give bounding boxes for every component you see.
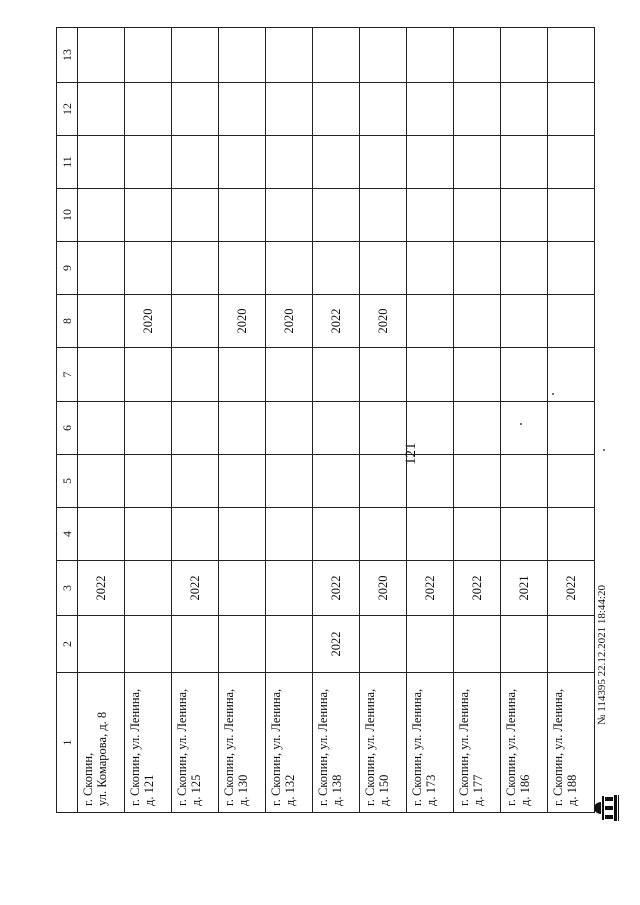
year-cell (501, 189, 548, 242)
year-cell (407, 616, 454, 673)
year-cell (78, 242, 125, 295)
table-row (454, 28, 501, 813)
year-cell (407, 83, 454, 136)
year-cell (501, 83, 548, 136)
year-cell (454, 189, 501, 242)
year-cell (313, 189, 360, 242)
year-cell (454, 402, 501, 455)
year-cell (407, 295, 454, 348)
year-cell (125, 83, 172, 136)
year-cell (219, 616, 266, 673)
year-cell (219, 28, 266, 83)
year-cell (407, 508, 454, 561)
column-header: 9 (57, 242, 78, 295)
table-row (407, 28, 454, 813)
year-cell (548, 348, 595, 402)
speck (552, 393, 554, 395)
year-cell (78, 136, 125, 189)
year-cell (454, 508, 501, 561)
address-cell: г. Скопин, ул. Ленина, д. 138 (313, 673, 360, 813)
year-cell (219, 136, 266, 189)
column-header: 8 (57, 295, 78, 348)
year-cell (501, 455, 548, 508)
year-cell: 2020 (360, 295, 407, 348)
year-cell (78, 189, 125, 242)
year-cell (548, 28, 595, 83)
address-cell: г. Скопин, ул. Ленина, д. 132 (266, 673, 313, 813)
year-cell (313, 136, 360, 189)
year-cell (125, 189, 172, 242)
year-cell (454, 242, 501, 295)
year-cell (78, 402, 125, 455)
table-row (501, 28, 548, 813)
year-cell (313, 348, 360, 402)
year-cell (313, 402, 360, 455)
year-cell (360, 28, 407, 83)
year-cell (266, 242, 313, 295)
registration-number: № 114395 22.12.2021 18:44:20 (596, 585, 608, 725)
table-row (548, 28, 595, 813)
column-header: 2 (57, 616, 78, 673)
year-cell (125, 402, 172, 455)
year-cell (548, 242, 595, 295)
speck (520, 423, 522, 425)
year-cell (172, 402, 219, 455)
year-cell (501, 348, 548, 402)
year-cell (360, 508, 407, 561)
year-cell (360, 616, 407, 673)
year-cell: 2022 (407, 561, 454, 616)
table-row (313, 28, 360, 813)
year-cell (266, 189, 313, 242)
year-cell (125, 616, 172, 673)
year-cell (501, 616, 548, 673)
year-cell (219, 348, 266, 402)
address-cell: г. Скопин, ул. Ленина, д. 130 (219, 673, 266, 813)
year-cell (78, 508, 125, 561)
column-header: 3 (57, 561, 78, 616)
year-cell (78, 295, 125, 348)
year-cell (360, 83, 407, 136)
column-header: 12 (57, 83, 78, 136)
year-cell (219, 189, 266, 242)
year-cell (407, 28, 454, 83)
year-cell (266, 402, 313, 455)
year-cell (125, 561, 172, 616)
table-row (172, 28, 219, 813)
year-cell (78, 28, 125, 83)
year-cell (360, 189, 407, 242)
year-cell (219, 242, 266, 295)
year-cell (219, 508, 266, 561)
year-cell (501, 295, 548, 348)
address-cell: г. Скопин, ул. Ленина, д. 177 (454, 673, 501, 813)
year-cell (548, 295, 595, 348)
address-cell: г. Скопин, ул. Ленина, д. 173 (407, 673, 454, 813)
address-cell: г. Скопин, ул. Комарова, д. 8 (78, 673, 125, 813)
year-cell (266, 616, 313, 673)
table-row (219, 28, 266, 813)
year-cell (360, 242, 407, 295)
year-cell (407, 189, 454, 242)
year-cell (172, 508, 219, 561)
year-cell: 2021 (501, 561, 548, 616)
year-cell (172, 189, 219, 242)
address-cell: г. Скопин, ул. Ленина, д. 150 (360, 673, 407, 813)
year-cell (125, 348, 172, 402)
year-cell (266, 136, 313, 189)
year-cell (454, 295, 501, 348)
year-cell: 2020 (360, 561, 407, 616)
year-cell (454, 616, 501, 673)
year-cell (125, 455, 172, 508)
data-table (56, 27, 595, 813)
year-cell (407, 242, 454, 295)
year-cell (172, 28, 219, 83)
year-cell: 2020 (125, 295, 172, 348)
year-cell (360, 348, 407, 402)
column-header: 4 (57, 508, 78, 561)
table-row (125, 28, 172, 813)
year-cell (454, 348, 501, 402)
year-cell (501, 136, 548, 189)
year-cell (407, 455, 454, 508)
year-cell (454, 83, 501, 136)
year-cell (407, 402, 454, 455)
year-cell (548, 508, 595, 561)
year-cell (172, 616, 219, 673)
year-cell (360, 455, 407, 508)
year-cell (172, 136, 219, 189)
year-cell (78, 348, 125, 402)
year-cell (78, 616, 125, 673)
year-cell: 2022 (313, 616, 360, 673)
year-cell (219, 83, 266, 136)
year-cell (219, 402, 266, 455)
year-cell (125, 28, 172, 83)
column-header: 11 (57, 136, 78, 189)
address-cell: г. Скопин, ул. Ленина, д. 188 (548, 673, 595, 813)
year-cell (78, 455, 125, 508)
year-cell (219, 561, 266, 616)
year-cell (454, 455, 501, 508)
year-cell (548, 136, 595, 189)
year-cell (313, 83, 360, 136)
year-cell (313, 242, 360, 295)
year-cell (172, 83, 219, 136)
year-cell (501, 28, 548, 83)
year-cell (548, 616, 595, 673)
year-cell (266, 28, 313, 83)
year-cell (548, 455, 595, 508)
page-number: 121 (403, 442, 419, 465)
year-cell (266, 455, 313, 508)
year-cell (454, 136, 501, 189)
year-cell (266, 561, 313, 616)
year-cell (172, 348, 219, 402)
year-cell (501, 508, 548, 561)
year-cell (548, 83, 595, 136)
table-row (266, 28, 313, 813)
column-header: 7 (57, 348, 78, 402)
column-header: 10 (57, 189, 78, 242)
year-cell: 2022 (548, 561, 595, 616)
year-cell (172, 242, 219, 295)
year-cell (125, 508, 172, 561)
column-header: 13 (57, 28, 78, 83)
year-cell (501, 242, 548, 295)
year-cell (219, 455, 266, 508)
year-cell (407, 348, 454, 402)
column-header: 5 (57, 455, 78, 508)
year-cell (548, 189, 595, 242)
column-header: 6 (57, 402, 78, 455)
year-cell (266, 348, 313, 402)
address-cell: г. Скопин, ул. Ленина, д. 121 (125, 673, 172, 813)
year-cell: 2020 (266, 295, 313, 348)
year-cell (360, 136, 407, 189)
year-cell (125, 136, 172, 189)
year-cell: 2022 (172, 561, 219, 616)
seal-icon (592, 793, 620, 823)
address-cell: г. Скопин, ул. Ленина, д. 186 (501, 673, 548, 813)
speck (603, 449, 605, 451)
year-cell (313, 455, 360, 508)
year-cell: 2022 (313, 295, 360, 348)
stamp-seal (592, 793, 620, 823)
table-header-row (57, 28, 78, 813)
year-cell (172, 295, 219, 348)
year-cell: 2020 (219, 295, 266, 348)
year-cell (125, 242, 172, 295)
year-cell (78, 83, 125, 136)
address-cell: г. Скопин, ул. Ленина, д. 125 (172, 673, 219, 813)
year-cell: 2022 (313, 561, 360, 616)
table-row (78, 28, 125, 813)
year-cell: 2022 (78, 561, 125, 616)
year-cell (360, 402, 407, 455)
year-cell (266, 83, 313, 136)
year-cell (266, 508, 313, 561)
year-cell: 2022 (454, 561, 501, 616)
year-cell (548, 402, 595, 455)
year-cell (407, 136, 454, 189)
year-cell (501, 402, 548, 455)
table-row (360, 28, 407, 813)
year-cell (454, 28, 501, 83)
column-header: 1 (57, 673, 78, 813)
year-cell (313, 28, 360, 83)
year-cell (172, 455, 219, 508)
year-cell (313, 508, 360, 561)
